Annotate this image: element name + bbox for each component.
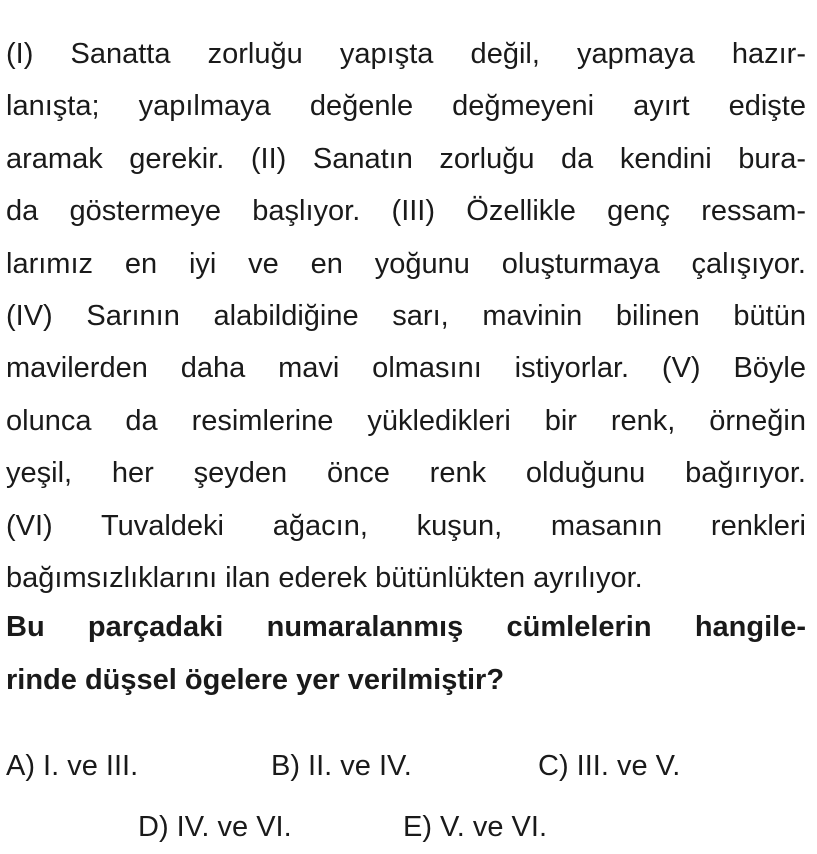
passage-line: yeşil, her şeyden önce renk olduğunu bağırıyor. — [6, 457, 806, 490]
question-stem — [6, 601, 806, 707]
question-line: rinde düşsel ögelere yer verilmiştir? — [6, 664, 505, 696]
passage-line: aramak gerekir. (II) Sanatın zorluğu da kendini bura- — [6, 142, 806, 175]
answer-options-row — [0, 802, 817, 852]
passage-line: (I) Sanatta zorluğu yapışta değil, yapmaya hazır- — [6, 38, 806, 70]
option-c[interactable]: C) III. ve V. — [538, 750, 681, 782]
option-b[interactable]: B) II. ve IV. — [271, 750, 412, 782]
option-e[interactable]: E) V. ve VI. — [403, 811, 547, 843]
question-line: Bu parçadaki numaralanmış cümlelerin hangile- — [6, 611, 806, 643]
option-d[interactable]: D) IV. ve VI. — [138, 811, 292, 843]
passage-line: lanışta; yapılmaya değenle değmeyeni ayırt edişte — [6, 90, 806, 123]
passage-line: olunca da resimlerine yükledikleri bir renk, örneğin — [6, 404, 806, 437]
passage — [6, 28, 806, 604]
passage-line: (VI) Tuvaldeki ağacın, kuşun, masanın renkleri — [6, 509, 806, 542]
passage-line: da göstermeye başlıyor. (III) Özellikle genç ressam- — [6, 195, 806, 228]
passage-line: mavilerden daha mavi olmasını istiyorlar. (V) Böyle — [6, 352, 806, 385]
passage-line: bağımsızlıklarını ilan ederek bütünlükten ayrılıyor. — [6, 561, 643, 594]
passage-line: (IV) Sarının alabildiğine sarı, mavinin bilinen bütün — [6, 299, 806, 332]
passage-line: larımız en iyi ve en yoğunu oluşturmaya çalışıyor. — [6, 247, 806, 280]
option-a[interactable]: A) I. ve III. — [6, 750, 139, 782]
answer-options-row — [0, 741, 817, 791]
